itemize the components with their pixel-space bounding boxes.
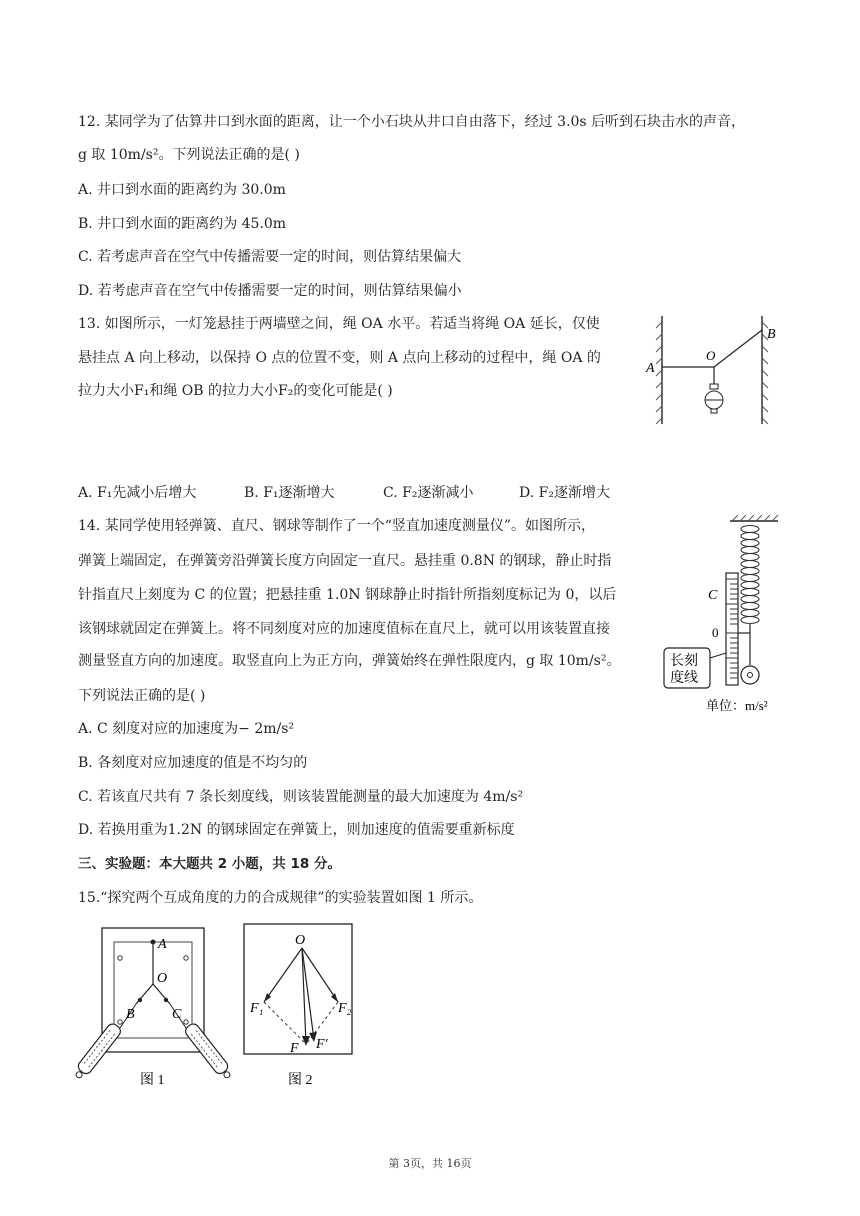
q14-option-a: A. C 刻度对应的加速度为− 2m/s² bbox=[78, 721, 295, 737]
fig1-label-o: O bbox=[157, 971, 168, 986]
fig2-label-o: O bbox=[295, 933, 306, 948]
q12-line1: 12. 某同学为了估算井口到水面的距离，让一个小石块从井口自由落下，经过 3.0s 后听到石块击水的声音， bbox=[78, 114, 746, 130]
fig2-label-f: F bbox=[290, 1041, 299, 1056]
q14-accelerometer-figure bbox=[660, 515, 790, 715]
q13-option-a: A. F₁先减小后增大 bbox=[78, 485, 197, 501]
q12-line2: g 取 10m/s²。下列说法正确的是( ) bbox=[78, 147, 300, 163]
q13-line2: 悬挂点 A 向上移动，以保持 O 点的位置不变，则 A 点向上移动的过程中，绳 OA 的 bbox=[78, 350, 601, 366]
q15-line1: 15.“探究两个互成角度的力的合成规律”的实验装置如图 1 所示。 bbox=[78, 890, 483, 906]
q14-unit-label: 单位：m/s² bbox=[706, 698, 768, 713]
q14-label-c: C bbox=[708, 588, 718, 603]
q14-line5: 测量竖直方向的加速度。取竖直向上为正方向，弹簧始终在弹性限度内，g 取 10m/s²。 bbox=[78, 653, 621, 669]
fig2-label-f2: F₂ bbox=[338, 1001, 352, 1016]
q14-line2: 弹簧上端固定，在弹簧旁沿弹簧长度方向固定一直尺。悬挂重 0.8N 的钢球，静止时指 bbox=[78, 553, 612, 569]
q13-line3: 拉力大小F₁和绳 OB 的拉力大小F₂的变化可能是( ) bbox=[78, 383, 393, 399]
fig1-label-b: B bbox=[126, 1007, 135, 1022]
q12-option-c: C. 若考虑声音在空气中传播需要一定的时间，则估算结果偏大 bbox=[78, 249, 462, 265]
page-footer: 第 3页，共 16页 bbox=[388, 1157, 472, 1170]
q14-box-line1: 长刻 bbox=[670, 654, 698, 669]
q13-option-b: B. F₁逐渐增大 bbox=[244, 485, 335, 501]
q12-option-b: B. 井口到水面的距离约为 45.0m bbox=[78, 216, 287, 232]
q14-line6: 下列说法正确的是( ) bbox=[78, 688, 206, 704]
q13-lantern-figure bbox=[640, 312, 780, 430]
q14-option-c: C. 若该直尺共有 7 条长刻度线，则该装置能测量的最大加速度为 4m/s² bbox=[78, 789, 524, 805]
q13-line1: 13. 如图所示，一灯笼悬挂于两墙壁之间，绳 OA 水平。若适当将绳 OA 延长，仅使 bbox=[78, 316, 600, 332]
fig2-caption: 图 2 bbox=[288, 1073, 313, 1088]
q13-option-d: D. F₂逐渐增大 bbox=[519, 485, 610, 501]
q14-option-d: D. 若换用重为1.2N 的钢球固定在弹簧上，则加速度的值需要重新标度 bbox=[78, 822, 515, 838]
fig1-label-a: A bbox=[158, 937, 167, 952]
q15-figure-2 bbox=[240, 922, 360, 1092]
q15-figure-1 bbox=[74, 922, 234, 1092]
fig2-label-fprime: F′ bbox=[316, 1037, 328, 1052]
q14-line3: 针指直尺上刻度为 C 的位置；把悬挂重 1.0N 钢球静止时指针所指刻度标记为 0，以后 bbox=[78, 587, 617, 603]
fig2-label-f1: F₁ bbox=[250, 1001, 264, 1016]
q14-line4: 该钢球就固定在弹簧上。将不同刻度对应的加速度值标在直尺上，就可以用该装置直接 bbox=[78, 621, 610, 637]
q12-option-a: A. 井口到水面的距离约为 30.0m bbox=[78, 182, 286, 198]
q13-option-c: C. F₂逐渐减小 bbox=[383, 485, 474, 501]
q13-label-o: O bbox=[706, 348, 716, 363]
q13-label-b: B bbox=[767, 327, 776, 342]
fig1-label-c: C bbox=[172, 1007, 182, 1022]
section-heading: 三、实验题：本大题共 2 小题，共 18 分。 bbox=[78, 856, 341, 872]
fig1-caption: 图 1 bbox=[140, 1073, 165, 1088]
q14-line1: 14. 某同学使用轻弹簧、直尺、钢球等制作了一个“竖直加速度测量仪”。如图所示， bbox=[78, 518, 596, 534]
q14-label-zero: 0 bbox=[712, 625, 719, 640]
q14-option-b: B. 各刻度对应加速度的值是不均匀的 bbox=[78, 755, 308, 771]
q13-label-a: A bbox=[646, 361, 655, 376]
q12-option-d: D. 若考虑声音在空气中传播需要一定的时间，则估算结果偏小 bbox=[78, 283, 462, 299]
q14-box-line2: 度线 bbox=[670, 671, 698, 686]
